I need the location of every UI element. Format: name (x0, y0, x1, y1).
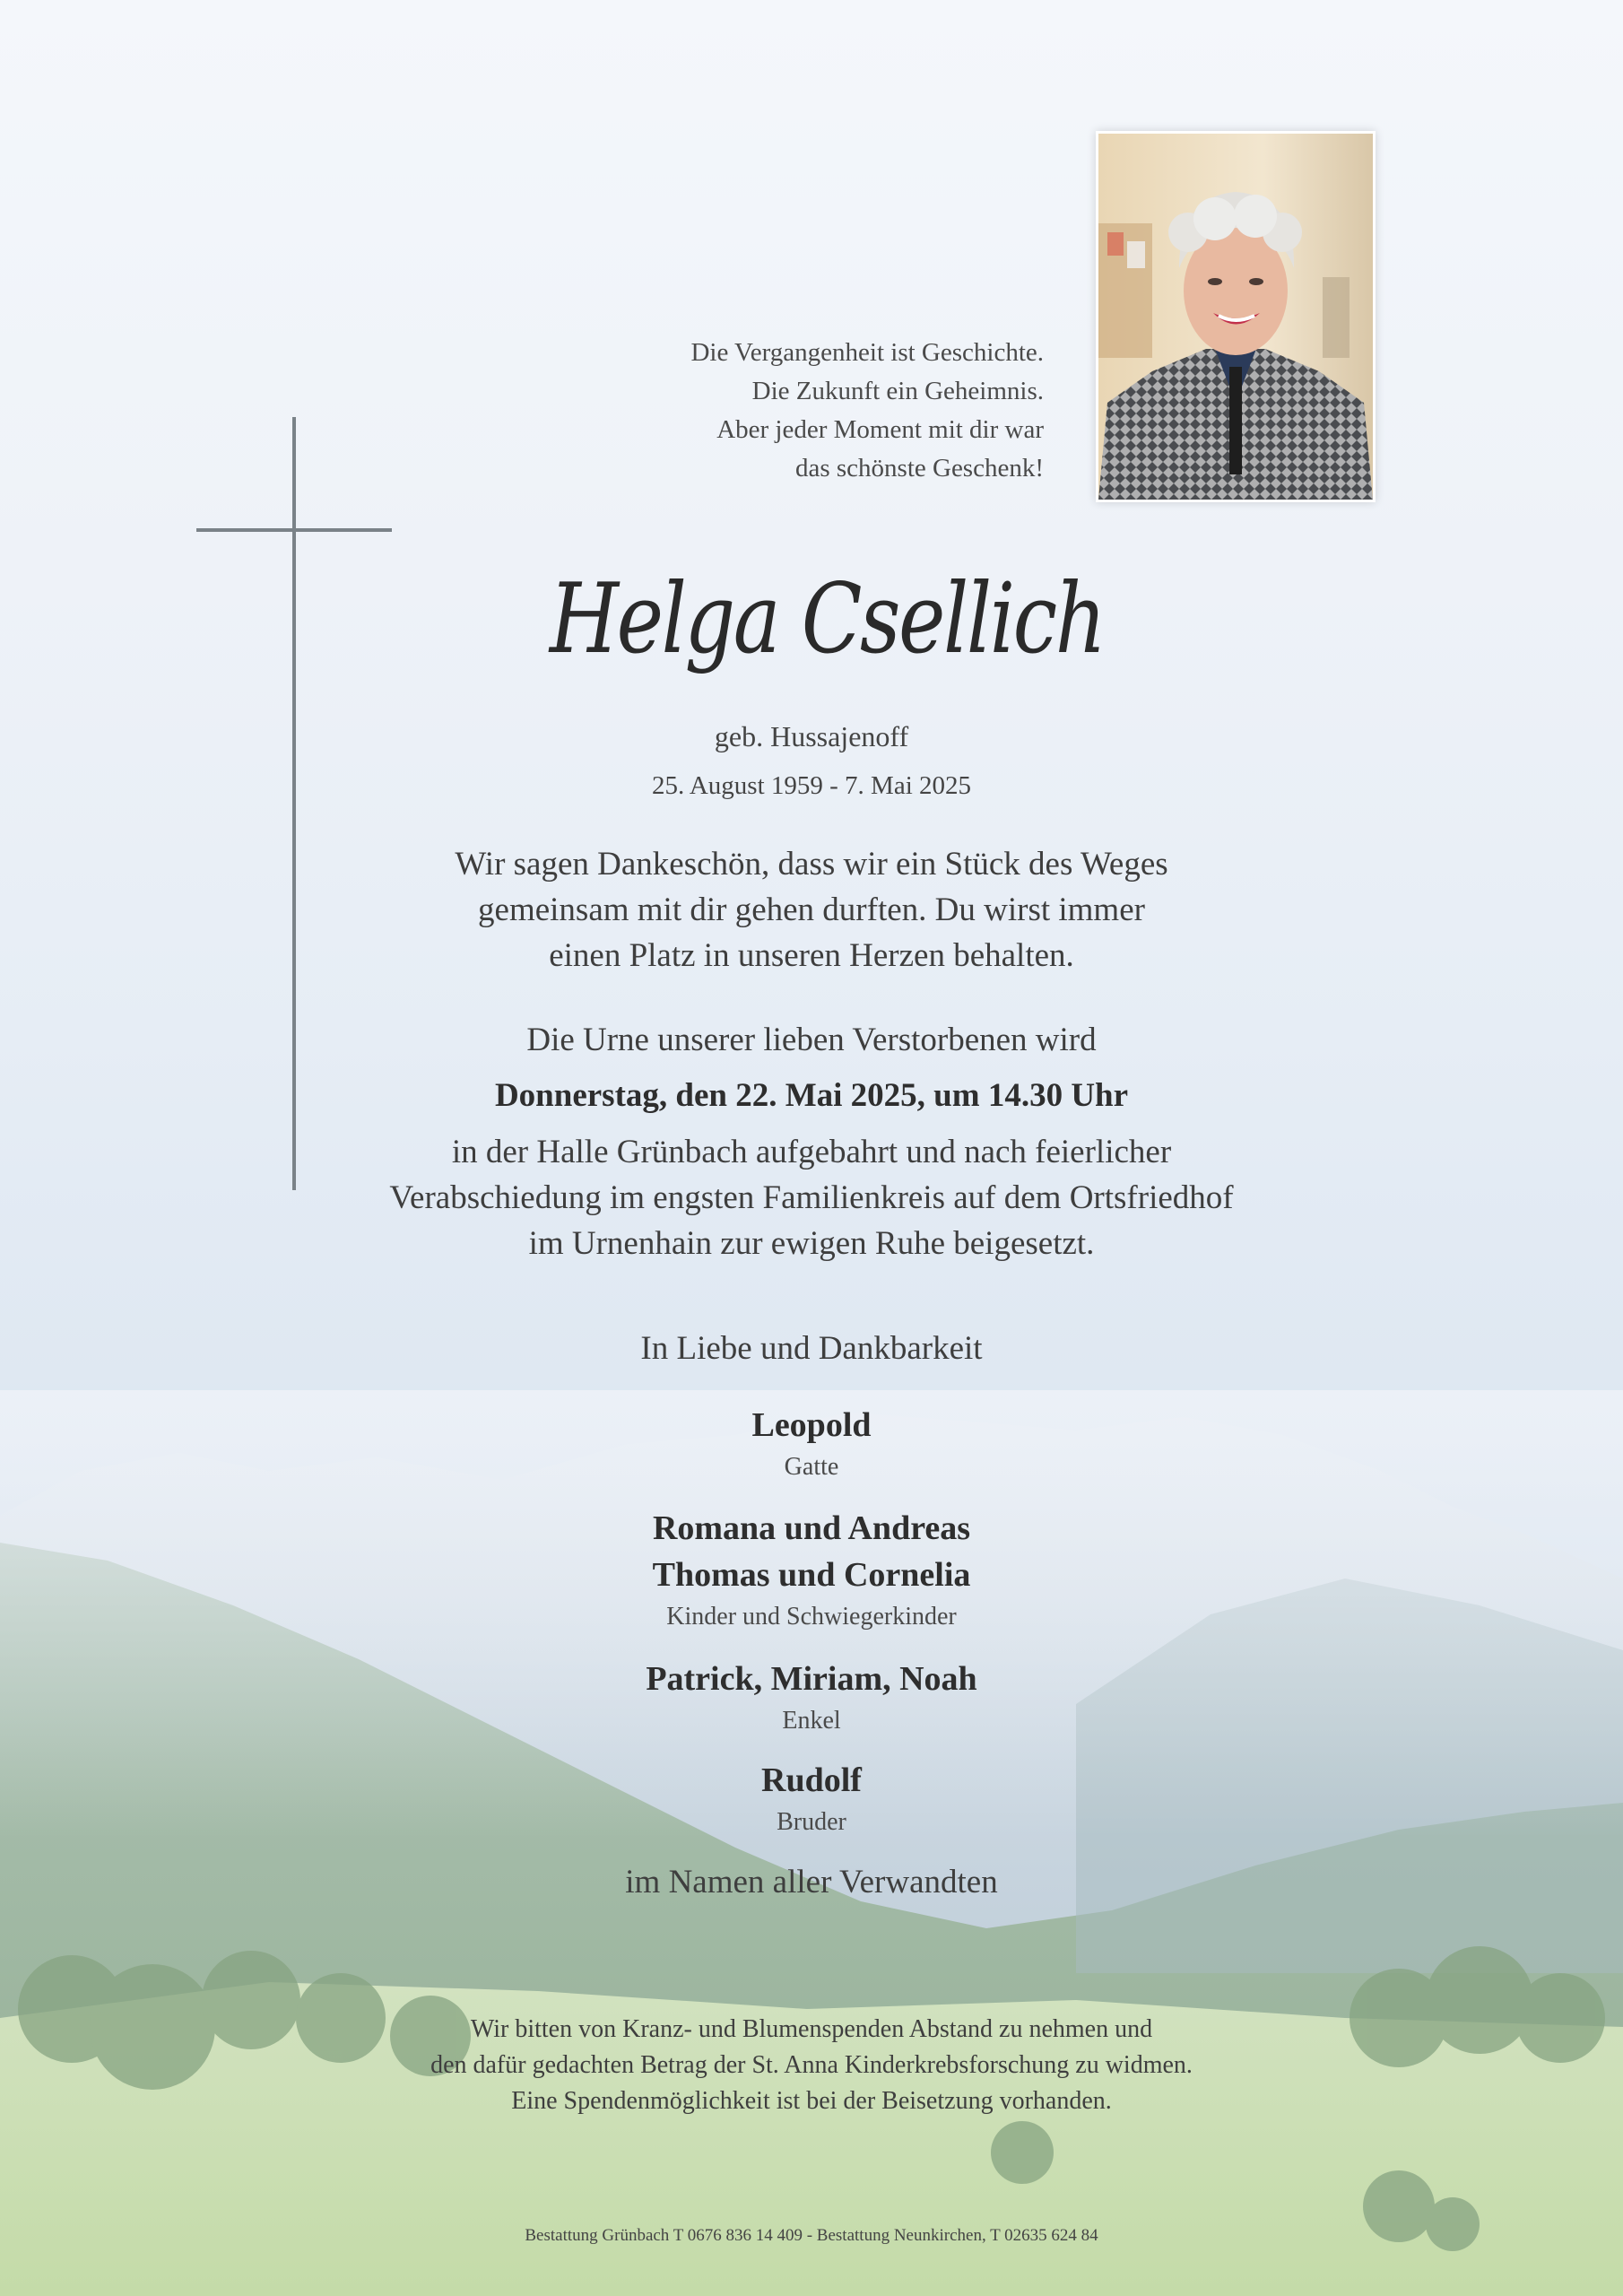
mourner-name: Leopold (751, 1406, 872, 1444)
ceremony-detail: Verabschiedung im engsten Familienkreis auf dem Ortsfriedhof (389, 1179, 1234, 1216)
donation-line: Eine Spendenmöglichkeit ist bei der Beisetzung vorhanden. (511, 2087, 1112, 2115)
ceremony-intro: Die Urne unserer lieben Verstorbenen wird (526, 1022, 1097, 1058)
ceremony-detail: in der Halle Grünbach aufgebahrt und nach feierlicher (451, 1134, 1172, 1170)
mourner-relation: Kinder und Schwiegerkinder (666, 1603, 957, 1631)
thanks-line: einen Platz in unseren Herzen behalten. (549, 937, 1074, 974)
portrait-photo (1098, 134, 1373, 500)
funeral-home-footer: Bestattung Grünbach T 0676 836 14 409 - Bestattung Neunkirchen, T 02635 624 84 (525, 2226, 1098, 2245)
life-dates: 25. August 1959 - 7. Mai 2025 (651, 771, 972, 800)
mourner-relation: Enkel (782, 1707, 841, 1735)
mourner-name: Rudolf (761, 1761, 862, 1799)
donation-line: Wir bitten von Kranz- und Blumenspenden Abstand zu nehmen und (470, 2015, 1153, 2043)
cross-horizontal-bar (196, 528, 392, 532)
thanks-line: Wir sagen Dankeschön, dass wir ein Stück des Weges (455, 846, 1168, 883)
quote-line: das schönste Geschenk! (794, 454, 1044, 483)
memorial-quote (690, 334, 1044, 488)
thanks-line: gemeinsam mit dir gehen durften. Du wirst immer (478, 891, 1145, 928)
quote-line: Die Zukunft ein Geheimnis. (751, 377, 1044, 405)
quote-line: Aber jeder Moment mit dir war (716, 415, 1044, 444)
birth-name: geb. Hussajenoff (714, 720, 909, 752)
quote-line: Die Vergangenheit ist Geschichte. (690, 338, 1044, 367)
mourner-name: Romana und Andreas (652, 1509, 971, 1547)
mourners-intro: In Liebe und Dankbarkeit (640, 1330, 983, 1367)
mourners-closing: im Namen aller Verwandten (625, 1864, 998, 1900)
cross-vertical-bar (292, 417, 296, 1190)
mourner-relation: Gatte (784, 1453, 839, 1481)
ceremony-date: Donnerstag, den 22. Mai 2025, um 14.30 Uhr (494, 1077, 1129, 1114)
mourner-name: Patrick, Miriam, Noah (646, 1660, 977, 1698)
mourner-name: Thomas und Cornelia (652, 1556, 971, 1594)
donation-line: den dafür gedachten Betrag der St. Anna Kinderkrebsforschung zu widmen. (430, 2051, 1193, 2079)
deceased-name: Helga Csellich (549, 563, 1105, 675)
portrait-frame (1096, 131, 1376, 502)
ceremony-detail: im Urnenhain zur ewigen Ruhe beigesetzt. (528, 1225, 1095, 1262)
mourner-relation: Bruder (777, 1808, 846, 1836)
